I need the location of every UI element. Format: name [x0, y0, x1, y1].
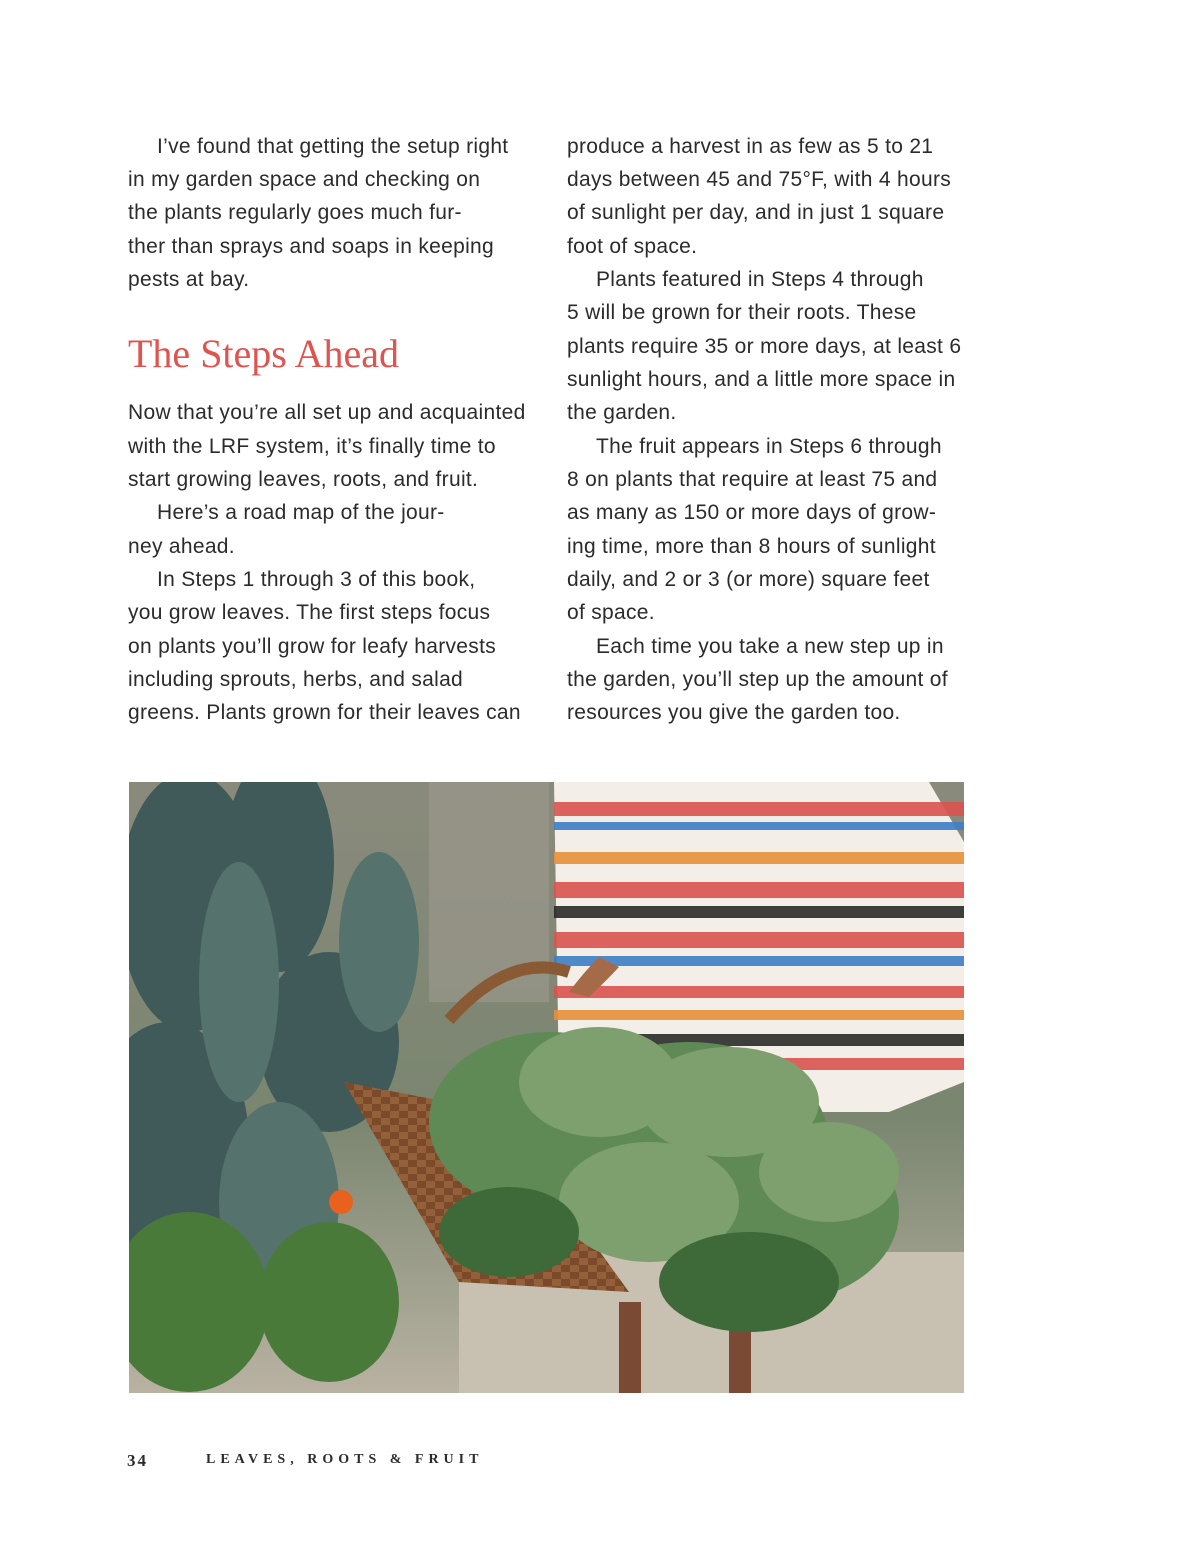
- garden-photo: [129, 782, 964, 1393]
- text-line: on plants you’ll grow for leafy harvests: [128, 635, 497, 658]
- text-line: 8 on plants that require at least 75 and: [567, 468, 938, 491]
- text-line: 5 will be grown for their roots. These: [567, 301, 917, 324]
- page-number: 34: [127, 1451, 148, 1470]
- text-line: the garden.: [567, 401, 677, 424]
- text-line: Here’s a road map of the jour-: [157, 501, 445, 524]
- text-line: including sprouts, herbs, and salad: [128, 668, 464, 691]
- text-line: of sunlight per day, and in just 1 square: [567, 201, 945, 224]
- text-line: I’ve found that getting the setup right: [157, 135, 509, 158]
- text-line: days between 45 and 75°F, with 4 hours: [567, 168, 952, 191]
- text-line: in my garden space and checking on: [128, 168, 481, 191]
- running-title: LEAVES, ROOTS & FRUIT: [206, 1452, 484, 1467]
- text-line: the plants regularly goes much fur-: [128, 201, 462, 224]
- text-line: Now that you’re all set up and acquainted: [128, 401, 526, 424]
- text-line: plants require 35 or more days, at least 6: [567, 335, 962, 358]
- text-line: you grow leaves. The first steps focus: [128, 601, 491, 624]
- text-line: as many as 150 or more days of grow-: [567, 501, 937, 524]
- text-line: ing time, more than 8 hours of sunlight: [567, 535, 936, 558]
- text-line: sunlight hours, and a little more space in: [567, 368, 956, 391]
- text-line: start growing leaves, roots, and fruit.: [128, 468, 479, 491]
- section-heading: The Steps Ahead: [128, 331, 400, 376]
- text-line: with the LRF system, it’s finally time to: [128, 435, 496, 458]
- text-line: of space.: [567, 601, 655, 624]
- text-line: daily, and 2 or 3 (or more) square feet: [567, 568, 930, 591]
- text-line: produce a harvest in as few as 5 to 21: [567, 135, 934, 158]
- text-line: Plants featured in Steps 4 through: [596, 268, 924, 291]
- text-line: ney ahead.: [128, 535, 235, 558]
- text-line: greens. Plants grown for their leaves can: [128, 701, 521, 724]
- text-line: pests at bay.: [128, 268, 250, 291]
- text-line: ther than sprays and soaps in keeping: [128, 235, 494, 258]
- text-line: In Steps 1 through 3 of this book,: [157, 568, 476, 591]
- text-line: the garden, you’ll step up the amount of: [567, 668, 948, 691]
- text-line: foot of space.: [567, 235, 698, 258]
- text-line: Each time you take a new step up in: [596, 635, 944, 658]
- text-line: The fruit appears in Steps 6 through: [596, 435, 942, 458]
- text-line: resources you give the garden too.: [567, 701, 901, 724]
